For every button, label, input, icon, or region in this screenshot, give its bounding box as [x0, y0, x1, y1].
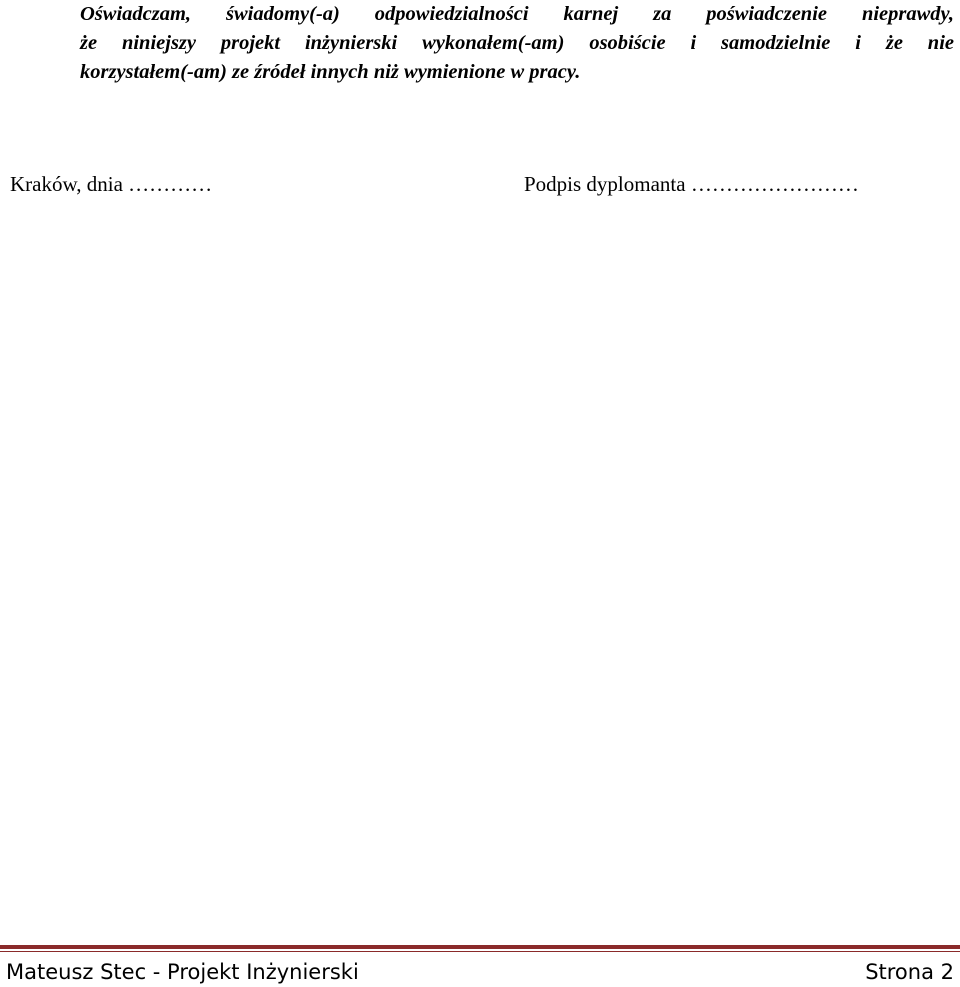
statement-line: Oświadczam, świadomy(-a) odpowiedzialności karnej za poświadczenie nieprawdy,: [80, 3, 954, 25]
statement-line: że niniejszy projekt inżynierski wykonałem(-am) osobiście i samodzielnie i że nie: [80, 32, 954, 54]
signature-row: [10, 172, 960, 200]
declaration-statement: [80, 0, 954, 87]
page-footer: [6, 958, 954, 986]
footer-author-title: Mateusz Stec - Projekt Inżynierski: [6, 960, 359, 984]
footer-divider-thin: [0, 951, 960, 952]
footer-divider-thick: [0, 945, 960, 949]
signature-field: Podpis dyplomanta ……………………: [524, 172, 859, 196]
place-date-field: Kraków, dnia …………: [10, 172, 213, 196]
page-number: Strona 2: [865, 960, 954, 984]
statement-line: korzystałem(-am) ze źródeł innych niż wymienione w pracy.: [80, 61, 581, 83]
